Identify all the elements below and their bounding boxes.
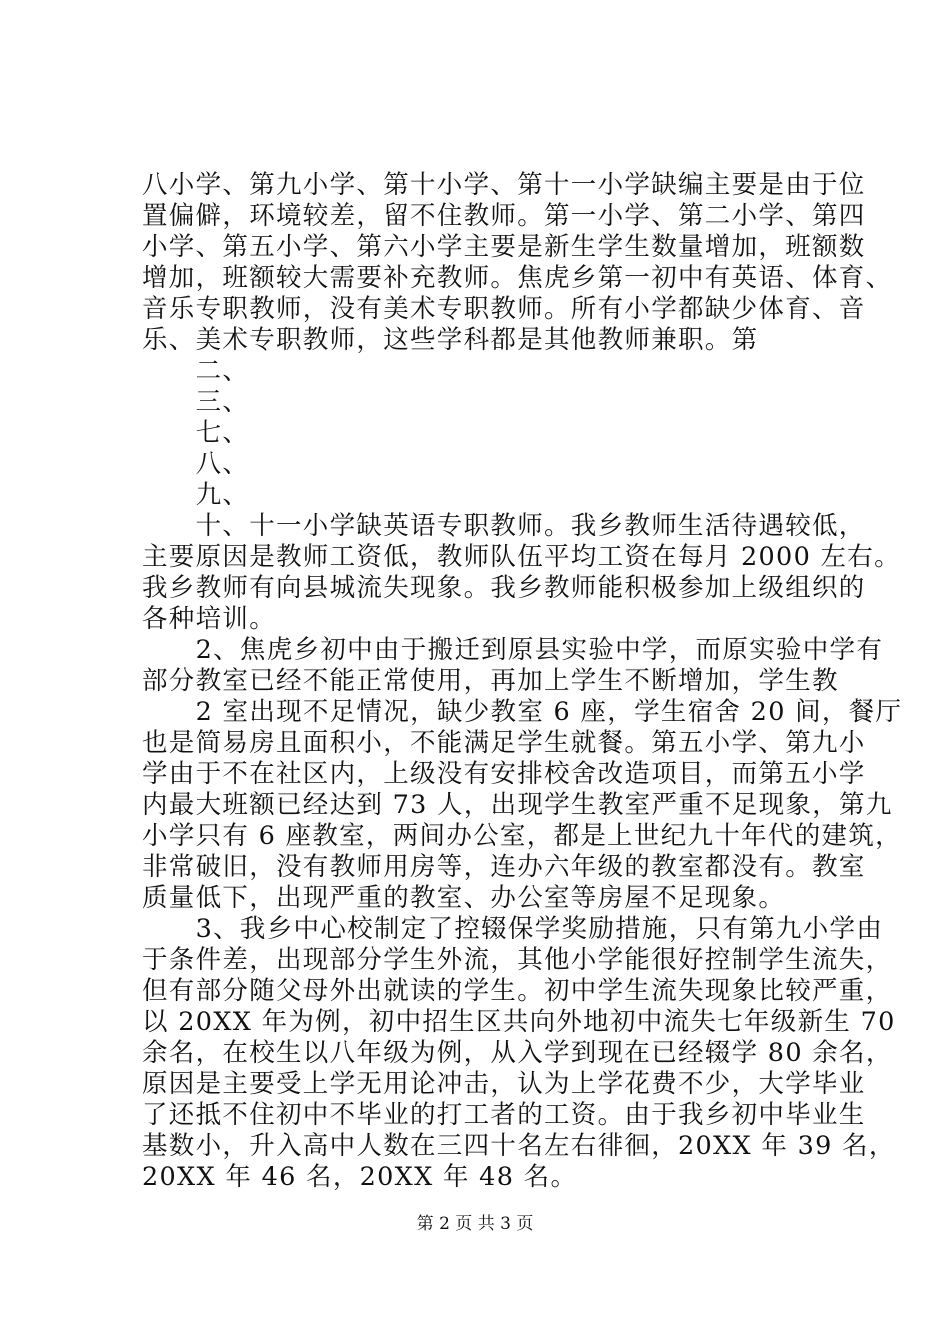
list-item: 三、	[142, 387, 250, 417]
text-line: 八小学、第九小学、第十小学、第十一小学缺编主要是由于位	[142, 170, 866, 200]
text-line: 置偏僻，环境较差，留不住教师。第一小学、第二小学、第四	[142, 201, 866, 231]
list-item: 七、	[142, 418, 250, 448]
text-line: 主要原因是教师工资低，教师队伍平均工资在每月 2000 左右。	[142, 542, 901, 572]
list-item: 二、	[142, 356, 250, 386]
text-line: 质量低下，出现严重的教室、办公室等房屋不足现象。	[142, 883, 786, 913]
text-line: 内最大班额已经达到 73 人，出现学生教室严重不足现象，第九	[142, 790, 893, 820]
text-line: 也是简易房且面积小，不能满足学生就餐。第五小学、第九小	[142, 728, 866, 758]
text-line: 小学、第五小学、第六小学主要是新生学生数量增加，班额数	[142, 232, 866, 262]
text-line: 学由于不在社区内，上级没有安排校舍改造项目，而第五小学	[142, 759, 866, 789]
text-line: 20XX 年 46 名，20XX 年 48 名。	[142, 1162, 578, 1192]
text-line: 增加，班额较大需要补充教师。焦虎乡第一初中有英语、体育、	[142, 263, 893, 293]
text-line: 3、我乡中心校制定了控辍保学奖励措施，只有第九小学由	[142, 914, 884, 944]
text-line: 乐、美术专职教师，这些学科都是其他教师兼职。第	[142, 325, 759, 355]
text-line: 十、十一小学缺英语专职教师。我乡教师生活待遇较低，	[142, 511, 866, 541]
text-line: 小学只有 6 座教室，两间办公室，都是上世纪九十年代的建筑，	[142, 821, 902, 851]
text-line: 非常破旧，没有教师用房等，连办六年级的教室都没有。教室	[142, 852, 866, 882]
text-line: 部分教室已经不能正常使用，再加上学生不断增加，学生教	[142, 666, 839, 696]
text-line: 2、焦虎乡初中由于搬迁到原县实验中学，而原实验中学有	[142, 635, 884, 665]
text-line: 原因是主要受上学无用论冲击，认为上学花费不少，大学毕业	[142, 1069, 866, 1099]
text-line: 我乡教师有向县城流失现象。我乡教师能积极参加上级组织的	[142, 573, 866, 603]
text-line: 以 20XX 年为例，初中招生区共向外地初中流失七年级新生 70	[142, 1007, 896, 1037]
list-item: 八、	[142, 449, 250, 479]
text-line: 但有部分随父母外出就读的学生。初中学生流失现象比较严重，	[142, 976, 893, 1006]
text-line: 音乐专职教师，没有美术专职教师。所有小学都缺少体育、音	[142, 294, 866, 324]
list-item: 九、	[142, 480, 250, 510]
text-line: 于条件差，出现部分学生外流，其他小学能很好控制学生流失，	[142, 945, 893, 975]
text-line: 基数小，升入高中人数在三四十名左右徘徊，20XX 年 39 名，	[142, 1131, 896, 1161]
page-footer: 第 2 页 共 3 页	[416, 1214, 534, 1234]
text-line: 余名，在校生以八年级为例，从入学到现在已经辍学 80 余名，	[142, 1038, 893, 1068]
text-line: 2 室出现不足情况，缺少教室 6 座，学生宿舍 20 间，餐厅	[142, 697, 903, 727]
text-line: 各种培训。	[142, 604, 277, 634]
text-line: 了还抵不住初中不毕业的打工者的工资。由于我乡初中毕业生	[142, 1100, 866, 1130]
